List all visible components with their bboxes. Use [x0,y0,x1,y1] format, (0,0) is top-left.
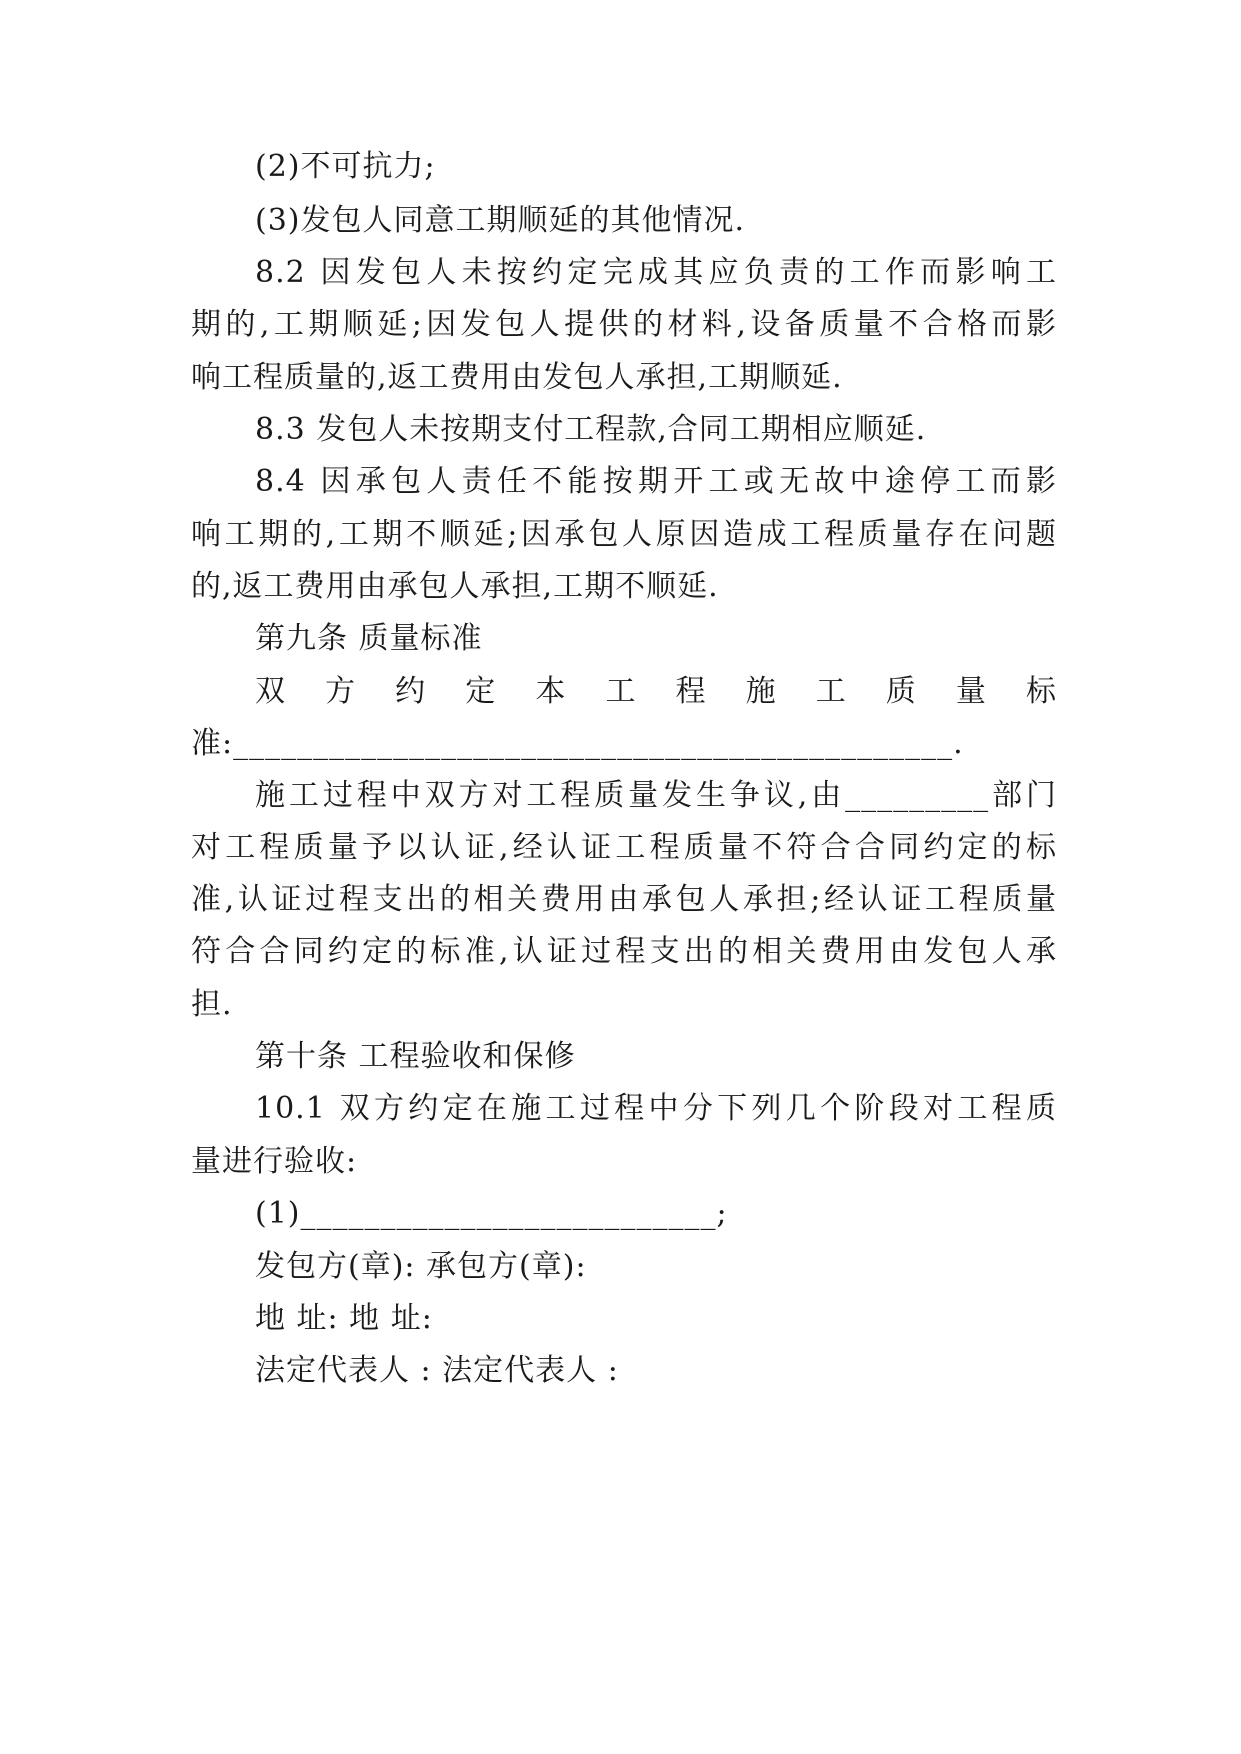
text-line: 响工期的,工期不顺延;因承包人原因造成工程质量存在问题 [191,517,1057,552]
text-line: (2)不可抗力; [255,149,436,184]
text-line: 8.4 因承包人责任不能按期开工或无故中途停工而影 [255,464,1057,499]
text-line: 对工程质量予以认证,经认证工程质量不符合合同约定的标 [191,830,1057,865]
text-line: 准:_____________________________________________. [191,726,964,761]
signature-line: 法定代表人 : 法定代表人 : [255,1353,619,1388]
text-line: 双 方 约 定 本 工 程 施 工 质 量 标 [255,674,1057,709]
text-line: 10.1 双方约定在施工过程中分下列几个阶段对工程质 [255,1091,1057,1126]
text-line: 8.3 发包人未按期支付工程款,合同工期相应顺延. [255,412,927,447]
text-line: 量进行验收: [191,1144,358,1179]
section-heading: 第九条 质量标准 [255,621,483,656]
section-heading: 第十条 工程验收和保修 [255,1039,576,1074]
text-line: 施工过程中双方对工程质量发生争议,由_________部门 [255,778,1057,813]
text-line: 响工程质量的,返工费用由发包人承担,工期顺延. [191,360,843,395]
text-line: 准,认证过程支出的相关费用由承包人承担;经认证工程质量 [191,882,1057,917]
text-line: 的,返工费用由承包人承担,工期不顺延. [191,569,719,604]
text-line: 8.2 因发包人未按约定完成其应负责的工作而影响工 [255,255,1057,290]
text-line: (3)发包人同意工期顺延的其他情况. [255,203,746,238]
text-line: (1)__________________________; [255,1196,728,1231]
signature-line: 地 址: 地 址: [255,1301,433,1336]
document-page [191,0,1057,1754]
text-line: 担. [191,987,233,1022]
text-line: 期的,工期顺延;因发包人提供的材料,设备质量不合格而影 [191,307,1057,342]
signature-line: 发包方(章): 承包方(章): [255,1249,587,1284]
text-line: 符合合同约定的标准,认证过程支出的相关费用由发包人承 [191,934,1057,969]
